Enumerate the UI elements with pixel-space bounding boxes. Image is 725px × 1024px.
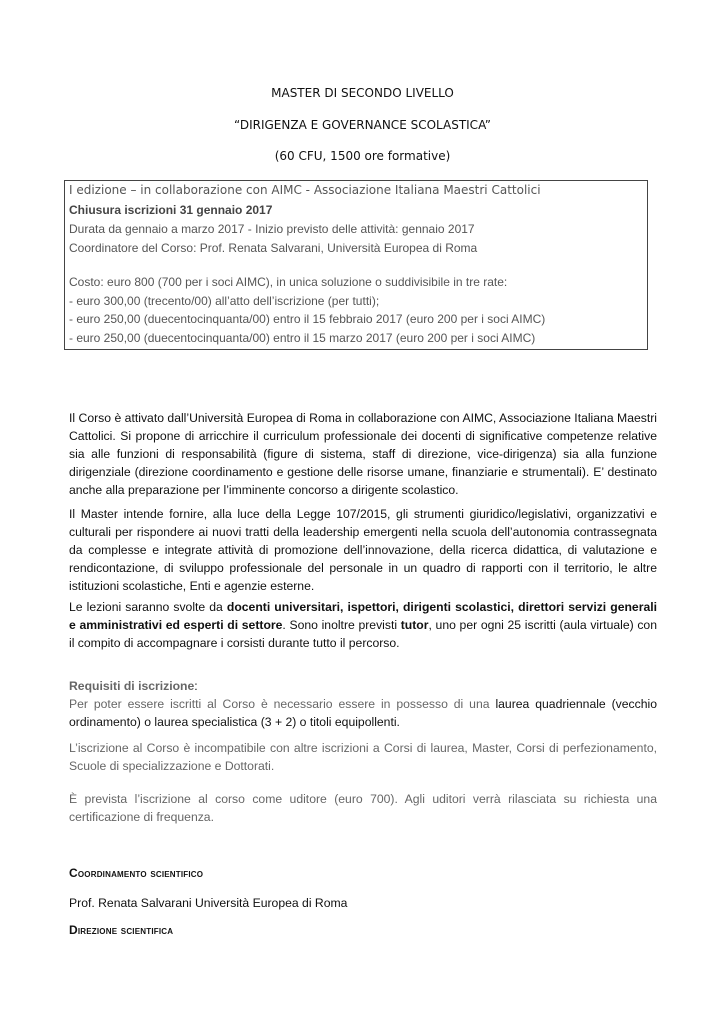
lecturers-text-d: tutor: [400, 618, 429, 632]
requirements-text-b: laurea quadriennale (vecchio ordinamento) o laurea specialistica (3 + 2) o titoli equipollenti.: [69, 697, 658, 729]
lecturers-text-e: , uno per ogni 25 iscritti (aula virtuale) con il compito di accompagnare i corsisti durante tutto il percorso.: [69, 618, 657, 650]
scientific-coordinator-name: Prof. Renata Salvarani Università Europea di Roma: [69, 896, 348, 910]
requirements-title: Requisiti di iscrizione: [69, 679, 195, 693]
lecturers-text-b: docenti universitari, ispettori, dirigenti scolastici, direttori servizi generali e amministrativi ed esperti di settore: [69, 600, 657, 632]
rate-3-line: - euro 250,00 (duecentocinquanta/00) entro il 15 marzo 2017 (euro 200 per i soci AIMC): [69, 331, 536, 345]
auditor-paragraph: È prevista l’iscrizione al corso come uditore (euro 700). Agli uditori verrà rilasciata su richiesta una certificazione di frequenza.: [69, 792, 657, 824]
lecturers-text-c: . Sono inoltre previsti: [282, 618, 401, 632]
coordinator-line: Coordinatore del Corso: Prof. Renata Salvarani, Università Europea di Roma: [69, 241, 478, 255]
intro-paragraph: Il Corso è attivato dall’Università Europea di Roma in collaborazione con AIMC, Associazione Italiana Maestri Cattolici. Si propone di arricchire il curriculum professionale dei docenti di significative competenze relative sia alle funzioni di responsabilità (figure di sistema, staff di direzione, vice-dirigenza) sia alla funzione dirigenziale (direzione coordinamento e gestione delle risorse umane, finanziarie e strumentali). E’ destinato anche alla preparazione per l’imminente concorso a dirigente scolastico.: [69, 411, 657, 497]
rate-1-line: - euro 300,00 (trecento/00) all’atto dell’iscrizione (per tutti);: [69, 294, 380, 308]
requirements-text-a: Per poter essere iscritti al Corso è necessario essere in possesso di una: [69, 697, 496, 711]
deadline-line: Chiusura iscrizioni 31 gennaio 2017: [69, 203, 273, 217]
course-info-box: [64, 180, 648, 350]
lecturers-text-a: Le lezioni saranno svolte da: [69, 600, 227, 614]
rate-2-line: - euro 250,00 (duecentocinquanta/00) entro il 15 febbraio 2017 (euro 200 per i soci AIMC): [69, 312, 546, 326]
master-level-title: MASTER DI SECONDO LIVELLO: [271, 86, 454, 100]
credits-subtitle: (60 CFU, 1500 ore formative): [274, 149, 451, 163]
master-name-title: “DIRIGENZA E GOVERNANCE SCOLASTICA”: [233, 118, 492, 132]
requirements-colon: :: [194, 679, 198, 693]
duration-line: Durata da gennaio a marzo 2017 - Inizio previsto delle attività: gennaio 2017: [69, 222, 475, 236]
scientific-direction-heading: Direzione scientifica: [69, 923, 174, 937]
cost-line: Costo: euro 800 (700 per i soci AIMC), in unica soluzione o suddivisibile in tre rate:: [69, 275, 508, 289]
objectives-paragraph: Il Master intende fornire, alla luce della Legge 107/2015, gli strumenti giuridico/legislativi, organizzativi e culturali per rispondere ai nuovi tratti della leadership emergenti nella scuola dell’autonomia contrassegnata da complesse e integrate attività di promozione dell’innovazione, della ricerca didattica, di valutazione e rendicontazione, di sviluppo professionale del personale in un quadro di rapporti con il territorio, le altre istituzioni scolastiche, Enti e agenzie esterne.: [69, 507, 657, 593]
incompatibility-paragraph: L’iscrizione al Corso è incompatibile con altre iscrizioni a Corsi di laurea, Master, Corsi di perfezionamento, Scuole di specializzazione e Dottorati.: [69, 741, 657, 773]
edition-line: I edizione – in collaborazione con AIMC - Associazione Italiana Maestri Cattolici: [69, 183, 541, 197]
scientific-coordination-heading: Coordinamento scientifico: [69, 866, 204, 880]
lecturers-paragraph: [69, 598, 657, 652]
requirements-paragraph: [69, 677, 657, 731]
